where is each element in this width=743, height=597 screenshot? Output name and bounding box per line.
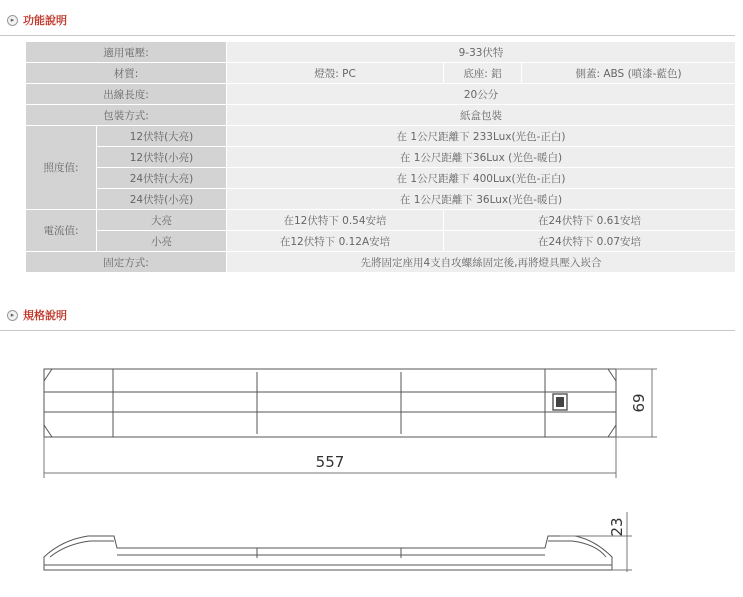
- cable-length-value: 20公分: [227, 84, 736, 105]
- current-label: 電流值:: [26, 210, 97, 252]
- height-dimension-label: 69: [630, 393, 648, 413]
- illuminance-mode: 12伏特(小亮): [97, 147, 227, 168]
- current-24v-value: 在24伏特下 0.07安培: [444, 231, 736, 252]
- features-section-title: 功能說明: [23, 14, 67, 27]
- length-dimension-label: 557: [315, 453, 345, 471]
- illuminance-value: 在 1公尺距離下36Lux (光色-暖白): [227, 147, 736, 168]
- current-24v-value: 在24伏特下 0.61安培: [444, 210, 736, 231]
- current-mode: 大亮: [97, 210, 227, 231]
- lamp-left-end-cap: [44, 369, 113, 437]
- current-12v-value: 在12伏特下 0.54安培: [227, 210, 444, 231]
- specs-section-title: 規格說明: [23, 309, 67, 322]
- packaging-label: 包裝方式:: [26, 105, 227, 126]
- lamp-top-view-body: [44, 369, 616, 437]
- illuminance-value: 在 1公尺距離下 233Lux(光色-正白): [227, 126, 736, 147]
- material-lamp-shell: 燈殼: PC: [227, 63, 444, 84]
- illuminance-mode: 24伏特(小亮): [97, 189, 227, 210]
- illuminance-value: 在 1公尺距離下 36Lux(光色-暖白): [227, 189, 736, 210]
- chevron-right-icon: ▸: [7, 15, 18, 26]
- mounting-label: 固定方式:: [26, 252, 227, 273]
- mounting-value: 先將固定座用4支自攻螺絲固定後,再將燈具壓入崁合: [227, 252, 736, 273]
- profile-height-dimension-label: 23: [608, 517, 626, 537]
- voltage-label: 適用電壓:: [26, 42, 227, 63]
- packaging-value: 紙盒包裝: [227, 105, 736, 126]
- material-side-cover: 側蓋: ABS (噴漆-藍色): [522, 63, 736, 84]
- illuminance-label: 照度值:: [26, 126, 97, 210]
- illuminance-value: 在 1公尺距離下 400Lux(光色-正白): [227, 168, 736, 189]
- cable-length-label: 出線長度:: [26, 84, 227, 105]
- material-label: 材質:: [26, 63, 227, 84]
- illuminance-mode: 12伏特(大亮): [97, 126, 227, 147]
- voltage-value: 9-33伏特: [227, 42, 736, 63]
- chevron-right-icon: ▸: [7, 310, 18, 321]
- current-12v-value: 在12伏特下 0.12A安培: [227, 231, 444, 252]
- material-base: 底座: 鋁: [444, 63, 522, 84]
- lamp-right-end-cap: [545, 369, 616, 437]
- illuminance-mode: 24伏特(大亮): [97, 168, 227, 189]
- current-mode: 小亮: [97, 231, 227, 252]
